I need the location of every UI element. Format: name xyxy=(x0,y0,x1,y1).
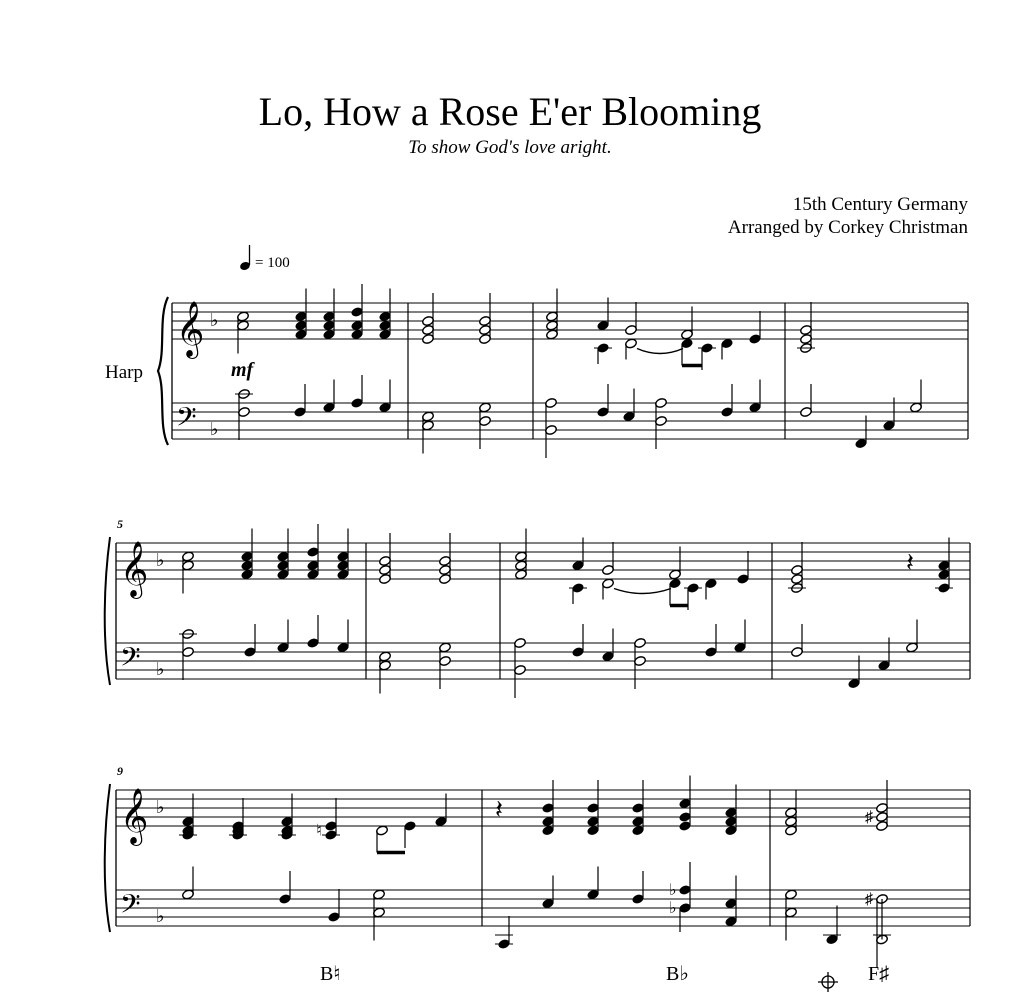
song-title: Lo, How a Rose E'er Blooming xyxy=(258,89,762,134)
quarter-rest-icon: 𝄽 xyxy=(495,795,503,824)
system-1 xyxy=(158,297,968,445)
brace-icon xyxy=(158,297,168,445)
pedal-f-sharp: F♯ xyxy=(868,963,890,985)
note-chord xyxy=(376,825,389,853)
natural-icon: ♮ xyxy=(316,822,322,840)
note-chord xyxy=(569,582,587,604)
note-chord xyxy=(546,289,559,341)
note-chord xyxy=(721,384,734,418)
music-systems xyxy=(105,284,970,968)
note-chord xyxy=(669,578,682,606)
note-chord xyxy=(323,380,336,414)
note-chord xyxy=(800,384,813,418)
note-chord xyxy=(545,397,558,458)
flat-icon: ♭ xyxy=(669,882,677,899)
note-chord xyxy=(295,289,308,341)
note-chord xyxy=(479,293,492,345)
note-chord xyxy=(182,551,195,594)
instrument-name: Harp xyxy=(105,362,143,383)
note-chord xyxy=(422,293,435,345)
flat-icon: ♭ xyxy=(669,900,677,917)
note-chord xyxy=(734,620,747,654)
note-chord xyxy=(632,780,645,836)
note-chord xyxy=(634,637,647,689)
note-chord xyxy=(705,578,718,600)
key-flat-icon: ♭ xyxy=(210,310,219,330)
note-chord xyxy=(237,311,250,354)
treble-clef-icon: 𝄞 xyxy=(120,790,149,843)
note-chord xyxy=(625,338,638,360)
bass-clef-icon: 𝄢 xyxy=(176,402,197,438)
tie-icon xyxy=(614,589,671,594)
note-chord xyxy=(725,785,738,837)
note-chord xyxy=(587,780,600,836)
note-chord xyxy=(749,380,762,414)
note-chord xyxy=(495,916,513,950)
arranger-credit: Arranged by Corkey Christman xyxy=(727,217,968,238)
note-chord xyxy=(515,529,528,581)
note-chord xyxy=(439,642,452,689)
note-chord xyxy=(597,384,610,418)
note-chord xyxy=(542,876,555,910)
treble-clef-icon: 𝄞 xyxy=(176,303,205,356)
tempo-marking xyxy=(239,245,290,271)
note-chord xyxy=(422,411,435,454)
note-chord xyxy=(681,338,694,366)
note-chord xyxy=(351,375,364,409)
note-chord xyxy=(373,889,386,941)
note-chord xyxy=(749,311,762,345)
song-subtitle: To show God's love aright. xyxy=(408,137,612,158)
note-chord xyxy=(721,338,734,360)
pedal-b-flat: B♭ xyxy=(666,963,689,985)
note-chord xyxy=(785,889,798,941)
note-chord xyxy=(797,302,815,354)
note-chord xyxy=(229,798,247,841)
note-chord xyxy=(823,906,841,946)
system-2 xyxy=(105,537,970,685)
note-chord xyxy=(655,397,668,449)
note-chord xyxy=(725,876,738,928)
sharp-icon: ♯ xyxy=(865,891,873,908)
note-chord xyxy=(379,380,392,414)
tempo-value: = 100 xyxy=(255,255,290,271)
note-chord xyxy=(788,542,806,594)
composer-credit: 15th Century Germany xyxy=(792,194,968,215)
note-chord xyxy=(572,624,585,658)
note-chord xyxy=(785,791,798,837)
note-chord xyxy=(737,551,750,585)
note-chord xyxy=(379,533,392,585)
note-chord xyxy=(514,637,527,698)
note-chord xyxy=(337,529,350,581)
note-chord xyxy=(602,542,615,576)
key-flat-icon: ♭ xyxy=(156,550,165,570)
tie-icon xyxy=(637,349,683,354)
measure-number-9: 9 xyxy=(117,764,123,778)
key-flat-icon: ♭ xyxy=(210,419,219,439)
note-chord xyxy=(379,651,392,694)
dynamic-marking: mf xyxy=(231,359,254,381)
note-chord xyxy=(351,284,364,340)
bass-clef-icon: 𝄢 xyxy=(120,642,141,678)
note-chord xyxy=(632,871,645,905)
note-chord xyxy=(910,380,923,414)
note-chord xyxy=(379,289,392,341)
key-flat-icon: ♭ xyxy=(156,906,165,926)
key-flat-icon: ♭ xyxy=(156,659,165,679)
note-chord xyxy=(594,342,612,364)
note-chord xyxy=(542,780,555,836)
note-chord xyxy=(439,533,452,585)
note-chord xyxy=(679,776,692,832)
note-chord xyxy=(277,529,290,581)
note-chord xyxy=(307,615,320,649)
note-chord xyxy=(602,578,615,600)
note-chord xyxy=(479,402,492,449)
note-chord xyxy=(182,867,195,901)
coda-sign-icon xyxy=(818,972,838,992)
system-3 xyxy=(105,784,970,932)
note-chord xyxy=(404,820,417,848)
note-chord xyxy=(235,388,253,440)
pedal-b-natural: B♮ xyxy=(320,963,341,985)
note-chord xyxy=(602,629,615,663)
measure-number-5: 5 xyxy=(117,517,123,531)
note-chord xyxy=(322,798,340,841)
note-chord xyxy=(241,529,254,581)
note-chord xyxy=(294,384,307,418)
note-chord xyxy=(625,302,638,336)
quarter-rest-icon: 𝄽 xyxy=(906,548,914,577)
note-chord xyxy=(705,624,718,658)
treble-clef-icon: 𝄞 xyxy=(120,543,149,596)
note-chord xyxy=(935,538,953,594)
bracket-icon xyxy=(105,784,110,932)
note-chord xyxy=(328,889,341,923)
note-chord xyxy=(337,620,350,654)
note-chord xyxy=(623,389,636,423)
note-chord xyxy=(179,628,197,680)
note-chord xyxy=(906,620,919,654)
note-chord xyxy=(307,524,320,580)
note-chord xyxy=(876,780,889,832)
bass-clef-icon: 𝄢 xyxy=(120,889,141,925)
note-chord xyxy=(791,624,804,658)
bracket-icon xyxy=(105,537,110,685)
note-chord xyxy=(244,624,257,658)
note-chord xyxy=(587,867,600,901)
sharp-icon: ♯ xyxy=(865,809,873,826)
note-chord xyxy=(323,289,336,341)
key-flat-icon: ♭ xyxy=(156,797,165,817)
note-chord xyxy=(277,620,290,654)
note-chord xyxy=(279,871,292,905)
